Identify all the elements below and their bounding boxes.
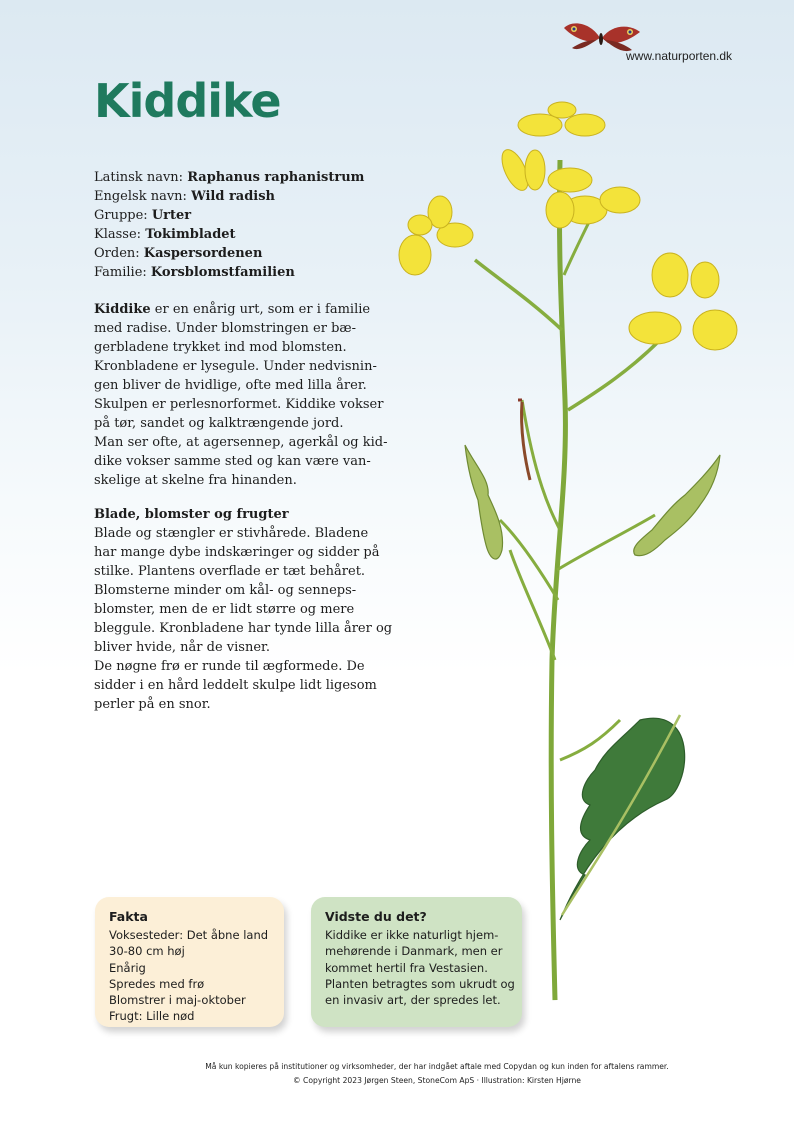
fact-order: Orden: Kaspersordenen (94, 246, 263, 261)
vidste-line: kommet hertil fra Vestasien. (325, 960, 488, 975)
flower (399, 196, 473, 275)
fact-list (94, 168, 394, 282)
fakta-line: 30-80 cm høj (109, 944, 185, 959)
flower (629, 253, 737, 350)
vidste-line: Planten betragtes som ukrudt og (325, 976, 515, 991)
vidste-line: mehørende i Danmark, men er (325, 944, 503, 959)
fact-group: Gruppe: Urter (94, 208, 192, 223)
flower (518, 102, 605, 136)
fakta-box (95, 897, 284, 1027)
section-heading: Blade, blomster og frugter (94, 507, 289, 522)
plant-illustration (390, 100, 780, 1010)
site-url[interactable]: www.naturporten.dk (626, 49, 733, 63)
vidste-line: Kiddike er ikke naturligt hjem- (325, 928, 499, 943)
vidste-du-det-box (311, 897, 522, 1027)
fakta-title: Fakta (109, 909, 148, 924)
footer-copyright: © Copyright 2023 Jørgen Steen, StoneCom ApS · Illustration: Kirsten Hjørne (293, 1076, 581, 1085)
intro-paragraph: Kiddike er en enårig urt, som er i familie med radise. Under blomstringen er bæ- gerbladene trykket ind mod blomsten. Kronbladene er lysegule. Under nedvisnin- gen bliver de hvidlige, ofte med lilla årer. Skulpen er perlesnorformet. Kiddike vokser på tør, sandet og kalktrængende jord. Man ser ofte, at agersennep, agerkål og kid- dike vokser samme sted og kan være van- skelige at skelne fra hinanden. (94, 302, 388, 488)
vidste-title: Vidste du det? (325, 909, 427, 924)
fact-family: Familie: Korsblomstfamilien (94, 265, 295, 280)
fakta-line: Spredes med frø (109, 976, 205, 991)
fakta-line: Enårig (109, 960, 146, 975)
vidste-line: en invasiv art, der spredes let. (325, 993, 501, 1008)
fact-latin: Latinsk navn: Raphanus raphanistrum (94, 170, 365, 185)
fact-english: Engelsk navn: Wild radish (94, 189, 276, 204)
fact-class: Klasse: Tokimbladet (94, 227, 236, 242)
flower (497, 146, 640, 228)
fakta-line: Voksesteder: Det åbne land (109, 928, 269, 943)
fakta-line: Frugt: Lille nød (109, 1009, 195, 1024)
page-title: Kiddike (94, 74, 281, 128)
footer-license: Må kun kopieres på institutioner og virksomheder, der har indgået aftale med Copydan og kun inden for aftalens rammer. (205, 1062, 669, 1071)
section-leaves-flowers: Blade, blomster og frugter Blade og stængler er stivhårede. Bladene har mange dybe indskæringer og sidder på stilke. Plantens overflade er tæt behåret. Blomsterne minder om kål- og senneps- blomster, men de er lidt større og mere bleggule. Kronbladene har tynde lilla årer og bliver hvide, når de visner. De nøgne frø er runde til ægformede. De sidder i en hård leddelt skulpe lidt ligesom perler på en snor. (94, 507, 393, 712)
fakta-line: Blomstrer i maj-oktober (109, 993, 246, 1008)
